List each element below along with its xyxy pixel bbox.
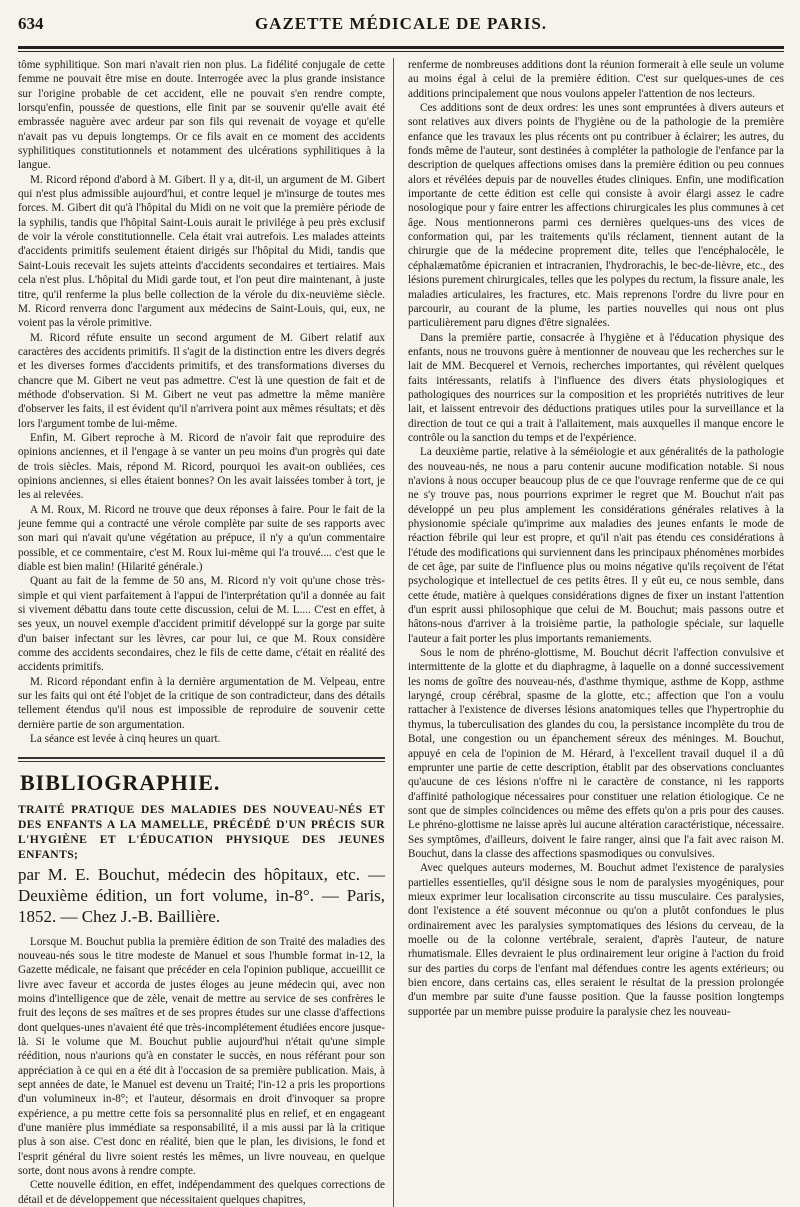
paragraph: M. Ricord répondant enfin à la dernière argumentation de M. Velpeau, entre sur les faits qui ont été l'objet de la critique de son contradicteur, dans des détails tellement étendus qu'il nous est impossible de reproduire de souvenir cette dernière partie de son argumentation.	[18, 675, 385, 731]
paragraph: Quant au fait de la femme de 50 ans, M. Ricord n'y voit qu'une chose très-simple et qui vient parfaitement à l'appui de l'interprétation qu'il a donnée au fait si vivement débattu dans toute cette discussion, celui de M. L.... C'est en effet, à ses yeux, un nouvel exemple d'accident primitif développé sur la gorge par suite d'un baiser infectant sur les lèvres, car pour lui, ce que M. Roux considère comme des accidents secondaires, chez le fils de cette dame, c'était en réalité des accidents primitifs.	[18, 575, 385, 674]
paragraph: A M. Roux, M. Ricord ne trouve que deux réponses à faire. Pour le fait de la jeune femme qui a contracté une vérole complète par suite de ses rapports avec son mari qui n'avait qu'une végétation au prépuce, il n'y a qu'un commentaire possible, et ce commentaire, c'est M. Roux lui-même qui l'a trouvé.... c'est que le diable est bien malin! (Hilarité générale.)	[18, 503, 385, 574]
paragraph: renferme de nombreuses additions dont la réunion formerait à elle seule un volume au moins égal à celui de la première édition. C'est sur quelques-unes de ces additions principalement que nous voulons appeler l'attention de nos lecteurs.	[408, 59, 784, 100]
book-title: TRAITÉ PRATIQUE DES MALADIES DES NOUVEAU-NÉS ET DES ENFANTS A LA MAMELLE, PRÉCÉDÉ D'UN PRÉCIS SUR L'HYGIÈNE ET L'ÉDUCATION PHYSIQUE DES JEUNES ENFANTS;	[18, 802, 385, 861]
book-author: par M. E. Bouchut, médecin des hôpitaux, etc. — Deuxième édition, un fort volume, in-8°. — Paris, 1852. — Chez J.-B. Baillière.	[18, 864, 385, 926]
running-title: GAZETTE MÉDICALE DE PARIS.	[254, 14, 548, 33]
page-header	[18, 14, 784, 42]
paragraph: Avec quelques auteurs modernes, M. Bouchut admet l'existence de paralysies partielles essentielles, qu'il désigne sous le nom de paralysies myogéniques, pour mieux exprimer leur localisation circonscrite au tissu musculaire. Ces paralysies, dont l'existence a été souvent méconnue ou qu'on a plutôt confondues le plus ordinairement avec les paralysies symptomatiques des lésions du cerveau, de la moelle ou de la colonne vertébrale, seraient, d'après l'auteur, de nature rhumatismale. Elles devraient le plus ordinairement leur origine à l'action du froid sur des parties du corps de l'enfant mal défendues contre les agents extérieurs; ou bien encore, dans certains cas, elles seraient le résultat de la pression prolongée d'un membre par suite d'une fausse position. Que la fausse position longtemps supportée par un membre puisse produire la paralysie chez les nouveau-	[408, 862, 784, 1018]
paragraph: Dans la première partie, consacrée à l'hygiène et à l'éducation physique des enfants, nous ne trouvons guère à mentionner de nouveau que les recherches sur le lait de MM. Becquerel et Vernois, recherches importantes, qui révèlent quelques faits intéressants, relatifs à l'influence des divers états physiologiques et pathologiques des nourrices sur la composition et les propriétés nutritives de leur lait, et laissent entrevoir des déductions pratiques utiles pour la surveillance et la direction de tout ce qui a trait à l'allaitement, mais auxquelles il manque encore le contrôle ou la sanction du temps et de l'expérience.	[408, 331, 784, 444]
right-column	[408, 58, 784, 1207]
paragraph: Enfin, M. Gibert reproche à M. Ricord de n'avoir fait que reproduire des opinions anciennes, et il l'engage à se vanter un peu moins d'un progrès qui date de trois siècles. Mais, répond M. Ricord, pourquoi les avait-on oubliées, ces opinions anciennes, si elles étaient bonnes? On les avait laissées tomber à tort, je les ai relevées.	[18, 431, 385, 502]
paragraph: La séance est levée à cinq heures un quart.	[30, 733, 221, 746]
paragraph: Lorsque M. Bouchut publia la première édition de son Traité des maladies des nouveau-nés sous le titre modeste de Manuel et sous l'humble format in-12, la Gazette médicale, ne faisant que précéder en cela l'opinion publique, accueillit ce livre avec faveur et accorda de justes éloges au jeune médecin qui, avec non moins d'intelligence que de zèle, venait de mettre au service de ses confrères le fruit des leçons de ses maîtres et de ses propres études sur une classe d'affections dont quelques-unes n'avaient été que très-incomplétement étudiées encore jusque-là. Si le volume que M. Bouchut publie aujourd'hui n'était qu'une simple réédition, nous n'aurions qu'à en constater le succès, en nous référant pour son appréciation à ce qui en a été dit à l'occasion de sa première publication. Mais, à sept années de date, le Manuel est devenu un Traité; l'in-12 a pris les proportions d'un volumineux in-8°; et l'auteur, désormais en droit d'invoquer sa propre expérience, a pu mettre cette fois sa personnalité plus en relief, et en engageant d'une manière plus immédiate sa responsabilité, il a mis aussi par là la critique plus à son aise. C'est donc en réalité, bien que le plan, les divisions, le fond et l'esprit général du livre soient restés les mêmes, un livre nouveau, en quelque sorte, dont nous avons à rendre compte.	[18, 935, 385, 1177]
paragraph: Cette nouvelle édition, en effet, indépendamment des quelques corrections de détail et de développement que nécessitaient quelques chapitres,	[18, 1179, 385, 1206]
paragraph: Ces additions sont de deux ordres: les unes sont empruntées à divers auteurs et sont relatives aux divers points de l'hygiène ou de la pathologie de la première enfance que les travaux les plus récents ont pu contribuer à éclairer; les autres, du fonds même de l'auteur, sont destinées à compléter la pathologie de l'enfance par la description de quelques affections omises dans la première édition ou peu connues alors et révélées depuis par de nouvelles études cliniques. Enfin, une modification importante de cette édition est celle qui consiste à avoir élargi assez le cadre nosologique pour y faire entrer les affections chirurgicales les plus communes à cet âge. Nous mentionnerons parmi ces dernières quelques-uns des vices de conformation qui, par les traitements qu'ils réclament, tiennent autant de la chirurgie que de la médecine proprement dite, telles que l'encéphalocèle, le céphalæmatôme épicranien et intracranien, l'hydrorachis, le bec-de-lièvre, etc., des lésions purement chirurgicales, telles que les polypes du rectum, la fissure anale, les maladies articulaires, les fractures, etc. Mais reprenons l'ordre du livre pour en parcourir, au courant de la plume, les parties nouvelles qui nous ont plus particulièrement paru dignes d'être signalées.	[408, 102, 785, 330]
paragraph: Sous le nom de phréno-glottisme, M. Bouchut décrit l'affection convulsive et intermittente de la glotte et du diaphragme, à laquelle on a donné successivement les noms de goître des nouveau-nés, d'asthme thymique, asthme de Kopp, asthme laryngé, croup cérébral, spasme de la glotte, etc.; affection que l'on a voulu rattacher à l'existence de diverses lésions anatomiques telles que l'hypertrophie du thymus, la tuberculisation des glandes du cou, la persistance incomplète du trou de Botal, une congestion ou un épanchement séreux des méninges. M. Bouchut, appuyé en cela de l'opinion de M. Hérard, à l'excellent travail duquel il a dû emprunter une partie de cette description, établit par des observations concluantes qu'aucune de ces lésions n'offre ni le caractère de constance, ni les rapports d'affinité pathologique nécessaires pour constituer une relation étiologique. Ce ne sont que de simples coïncidences ou même des effets qu'on a pris pour des causes. Le phréno-glottisme ne laisse après lui aucune altération caractéristique, nécessaire. Ses symptômes, d'ailleurs, doivent le faire ranger, ainsi que l'a fait avec raison M. Bouchut, dans la classe des affections spasmodiques ou convulsives.	[408, 647, 784, 860]
section-heading: BIBLIOGRAPHIE.	[20, 769, 221, 795]
paragraph: M. Ricord réfute ensuite un second argument de M. Gibert relatif aux caractères des accidents primitifs. Il s'agit de la distinction entre les divers degrés et les diverses formes d'accidents primitifs, et des transformations diverses du chancre que M. Gibert ne veut pas admettre. C'est là une question de fait et de méthode d'observation. Si M. Gibert ne veut pas admettre la même manière d'observer les faits, il est évident qu'il n'arrivera point aux mêmes résultats; et dès lors l'argument tombe de lui-même.	[18, 331, 385, 430]
header-rule	[18, 46, 784, 52]
columns	[18, 58, 784, 1207]
paragraph: tôme syphilitique. Son mari n'avait rien non plus. La fidélité conjugale de cette femme ne pouvait être mise en doute. Interrogée avec la plus grande insistance sur l'origine probable de cet accident, elle ne pouvait s'en rendre compte, lorsqu'enfin, poussée de questions, elle finit par se souvenir qu'elle avait été embrassée naguère avec ardeur par son fils qui revenait de voyage et qu'elle n'avait pas vu depuis longtemps. Or ce fils avait en ce moment des accidents syphilitiques constitutionnels et notamment des ulcérations syphilitiques à la langue.	[18, 59, 385, 172]
page-number: 634	[18, 14, 44, 33]
paragraph: La deuxième partie, relative à la séméiologie et aux généralités de la pathologie des nouveau-nés, ne nous a paru contenir aucune modification notable. Si nous n'avions à nous occuper beaucoup plus de ce que l'ouvrage renferme que de ce qui ne s'y trouve pas, nous pourrions exprimer le regret que M. Bouchut n'ait pas développé un peu plus amplement les considérations générales relatives à la physionomie spéciale qu'imprime aux maladies des jeunes enfants le mode de réaction fébrile qui leur est propre, et qu'il n'ait pas étendu ces considérations à l'étude des modifications qui surviennent dans les principaux phénomènes morbides de cet âge, par suite de l'influence plus ou moins négative qu'ils reçoivent de l'état psychologique et intellectuel de ces petits êtres. Il y eût eu, ce nous semble, dans cette étude, matière à quelques considérations dignes de fixer un instant l'attention d'un esprit aussi philosophique que celui de M. Bouchut; mais passons outre et hâtons-nous d'arriver à la troisième partie, la pathologie spéciale, sur laquelle l'auteur a fait porter les plus importants remaniements.	[408, 446, 784, 645]
paragraph: M. Ricord répond d'abord à M. Gibert. Il y a, dit-il, un argument de M. Gibert qui n'est plus admissible aujourd'hui, et contre lequel je m'insurge de toutes mes forces. M. Gibert dit qu'à l'hôpital du Midi on ne voit que la première période de la syphilis, tandis que l'hôpital Saint-Louis aurait le privilége à peu près exclusif de voir la vérole constitutionnelle. Cela était vrai autrefois. Les malades atteints d'accidents primitifs seulement étaient dirigés sur l'hôpital du Midi, tandis que Saint-Louis recevait les sujets atteints d'accidents secondaires et tertiaires. Mais cela n'est plus. L'hôpital du Midi garde tout, et l'on peut dire maintenant, à juste titre, qu'il renferme la plus belle collection de la vérole du dix-neuvième siècle. M. Ricord renverra donc l'argument aux médecins de Saint-Louis, qui, eux, ne voient pas la vérole primitive.	[18, 173, 385, 330]
section-rule	[18, 757, 385, 762]
left-column	[18, 58, 394, 1207]
